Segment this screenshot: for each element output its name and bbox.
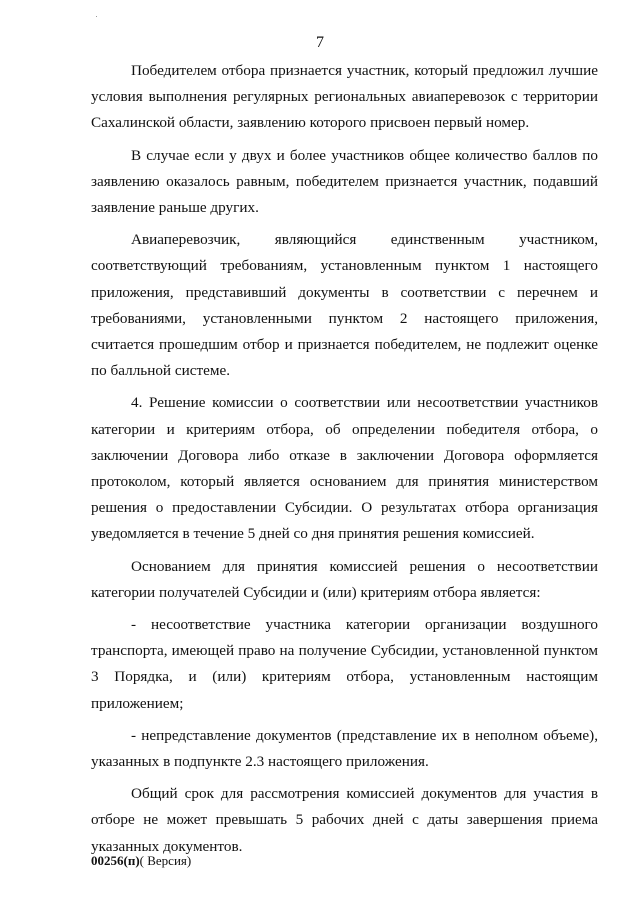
paragraph-ground-noncompliance: - несоответствие участника категории организации воздушного транспорта, имеющей право на получение Субсидии, установленной пунктом 3 Порядка, и (или) критериям отбора, установленным настоящим приложением; <box>91 616 598 712</box>
paragraph-equal-score: В случае если у двух и более участников общее количество баллов по заявлению оказалось равным, победителем признается участник, подавший заявление раньше других. <box>91 146 598 217</box>
document-version: ( Версия) <box>139 853 192 868</box>
paragraph-sole-participant: Авиаперевозчик, являющийся единственным участником, соответствующий требованиям, установленным пунктом 1 настоящего приложения, представивший документы в соответствии с перечнем и требованиями, установленными пунктом 2 настоящего приложения, считается прошедшим отбор и признается победителем, не подлежит оценке по балльной системе. <box>91 231 598 380</box>
paragraph-grounds-intro: Основанием для принятия комиссией решения о несоответствии категории получателей Субсидии и (или) критериям отбора является: <box>91 557 598 601</box>
paragraph-commission-decision: 4. Решение комиссии о соответствии или несоответствии участников категории и критериям отбора, об определении победителя отбора, о заключении Договора либо отказе в заключении Договора оформляется протоколом, который является основанием для принятия министерством решения о предоставлении Субсидии. О результатах отбора организация уведомляется в течение 5 дней со дня принятия решения комиссией. <box>91 394 598 543</box>
paragraph-review-period: Общий срок для рассмотрения комиссией документов для участия в отборе не может превышать 5 рабочих дней с даты завершения приема указанных документов. <box>91 785 598 855</box>
paragraph-ground-missing-docs: - непредставление документов (представление их в неполном объеме), указанных в подпункте 2.3 настоящего приложения. <box>91 726 598 771</box>
page-number: 7 <box>316 34 324 51</box>
document-body <box>91 58 598 866</box>
document-code: 00256(п) <box>91 853 140 868</box>
document-footer <box>91 853 191 869</box>
paragraph-winner-definition: Победителем отбора признается участник, который предложил лучшие условия выполнения регулярных региональных авиаперевозок с территории Сахалинской области, заявлению которого присвоен первый номер. <box>91 62 598 132</box>
scan-speck <box>96 16 97 17</box>
